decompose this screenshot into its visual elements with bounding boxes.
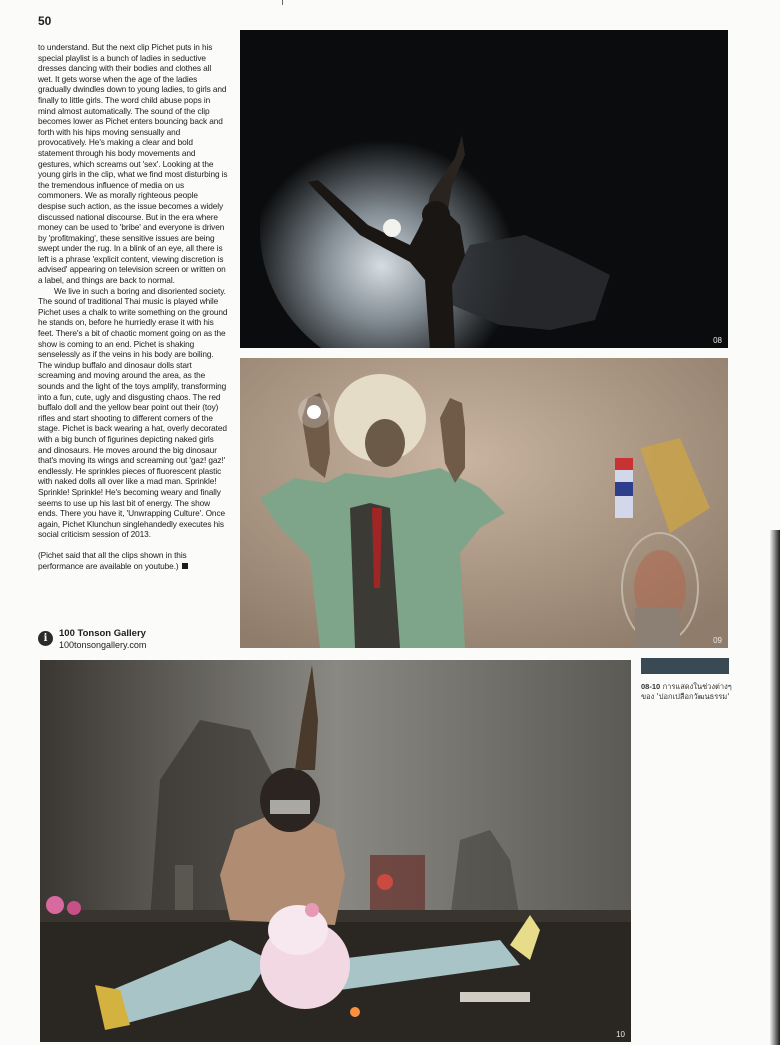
gallery-url[interactable]: 100tonsongallery.com <box>59 640 147 650</box>
article-paragraph: to understand. But the next clip Pichet puts in his special playlist is a bunch of ladies in seductive dresses dancing with their bodies and clothes all wet. It gets worse when the age of the ladies gradually dwindles down to young ladies, to girls and finally to little girls. The word child abuse pops in mind almost automatically. The sound of the clip becomes lower as Pichet enters bouncing back and forth with his hips moving sensually and provocatively. He's making a clear and bold statement through his body movements and gestures, which screams out 'sex'. Looking at the young girls in the clip, what we find most disturbing is the tremendous influence of media on us commoners. We as morally righteous people despise such action, as the issue becomes a widely discussed national discourse. But in the era where money can be used to 'bribe' and everyone is driven by 'profitmaking', these sensitive issues are being swept under the rug. In a blink of an eye, all there is left is a phrase 'explicit content, viewing discretion is advised' appearing on television screen or written on a label, and things are back to normal. <box>38 42 228 286</box>
article-note <box>38 550 228 571</box>
info-icon: i <box>38 631 53 646</box>
page-gutter-shadow <box>770 530 780 1045</box>
photo-10-image <box>40 660 631 1042</box>
page-number: 50 <box>38 14 52 28</box>
photo-09-image <box>240 358 728 648</box>
caption-bar <box>641 658 729 674</box>
article-body <box>38 42 228 571</box>
photo-number: 09 <box>713 636 722 645</box>
photo-10 <box>40 660 631 1042</box>
photo-08-image <box>240 30 728 348</box>
caption-body: การแสดงในช่วงต่างๆ ของ 'ปอกเปลือกวัฒนธรรม' <box>641 682 732 701</box>
end-mark-icon <box>182 563 188 569</box>
article-note-text: (Pichet said that all the clips shown in this performance are available on youtube.) <box>38 549 187 571</box>
caption-range: 08-10 <box>641 682 661 691</box>
gallery-info <box>38 628 146 654</box>
photo-number: 10 <box>616 1030 625 1039</box>
photo-number: 08 <box>713 336 722 345</box>
gallery-name: 100 Tonson Gallery <box>59 628 146 639</box>
photo-08 <box>240 30 728 348</box>
photo-09 <box>240 358 728 648</box>
crop-mark <box>282 0 283 5</box>
article-paragraph: We live in such a boring and disoriented society. The sound of traditional Thai music is played while Pichet uses a chalk to write something on the ground he stands on, before he hurriedly erase it with his feet. There's a bit of chaotic moment going on as the show is coming to an end. Pichet is shaking senselessly as if the veins in his body are boiling. The windup buffalo and dinosaur dolls start screaming and moving around the area, as the sounds and the light of the toys amplify, transforming into a fun, cute, ugly and disgusting chaos. The red buffalo doll and the yellow bear point out their (toy) rifles and start shooting to different corners of the stage. Pichet is back wearing a hat, overly decorated with a big bunch of figurines depicting naked girls and dinosaurs. He moves around the big dinosaur that's moving its wings and screaming out 'gaz! gaz!' endlessly. He sprinkles pieces of fluorescent plastic with naked dolls all over like a mad man. Sprinkle! Sprinkle! Sprinkle! He's becoming weary and finally seems to use up his last bit of energy. The show ends. There you have it, 'Unwrapping Culture'. Once again, Pichet Klunchun singlehandedly executes his social criticism session of 2013. <box>38 285 228 540</box>
photo-caption <box>641 682 736 702</box>
gallery-text <box>59 628 146 651</box>
